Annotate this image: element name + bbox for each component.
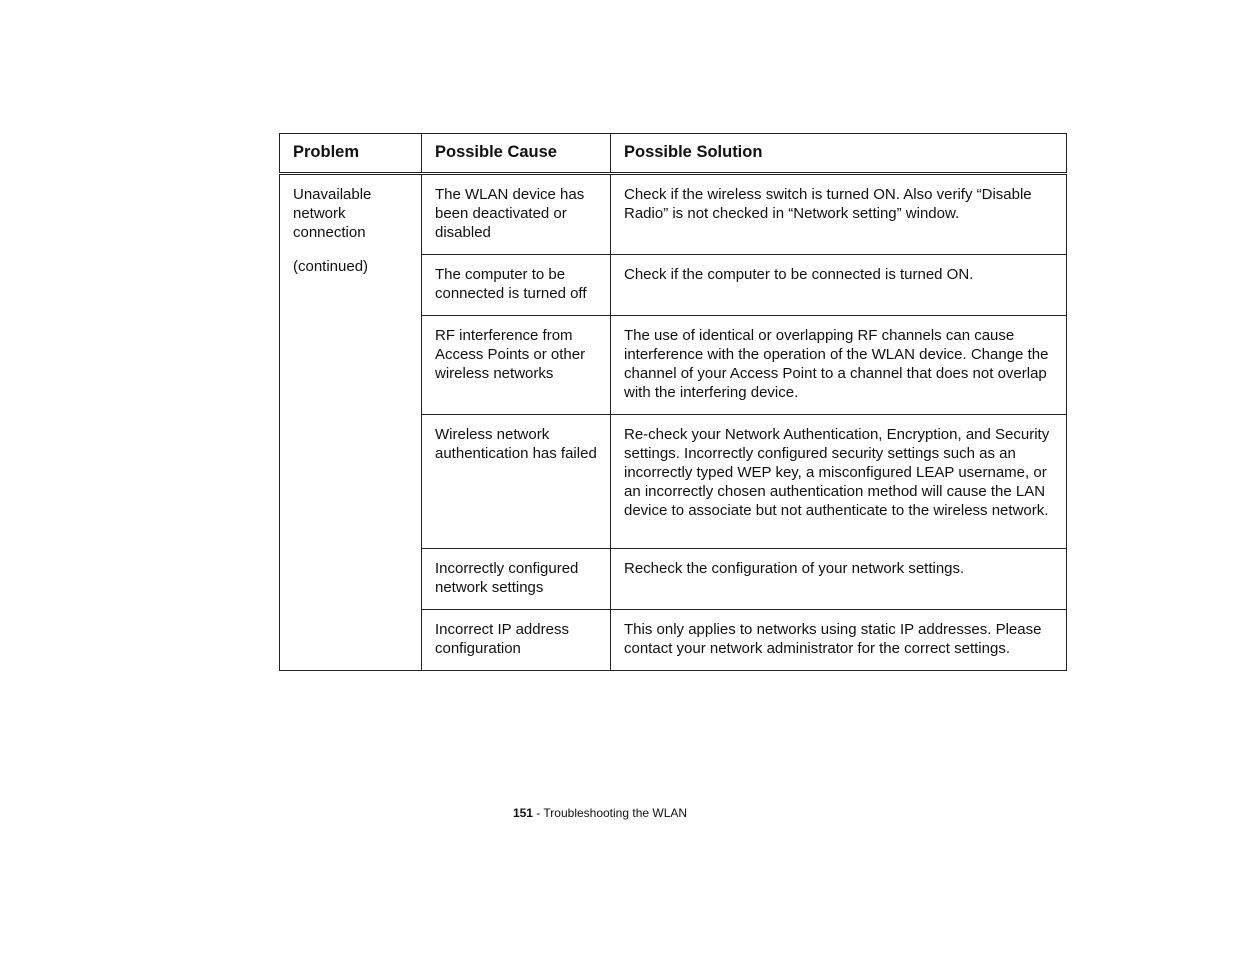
solution-cell: This only applies to networks using static IP addresses. Please contact your network administrator for the correct settings. xyxy=(611,610,1067,671)
header-possible-solution: Possible Solution xyxy=(611,134,1067,174)
solution-cell: The use of identical or overlapping RF channels can cause interference with the operation of the WLAN device. Change the channel of your Access Point to a channel that does not overlap with the interfering device. xyxy=(611,316,1067,415)
header-possible-cause: Possible Cause xyxy=(422,134,611,174)
table-row xyxy=(280,174,1067,255)
cause-cell: RF interference from Access Points or other wireless networks xyxy=(422,316,611,415)
footer-separator: - xyxy=(532,806,544,820)
footer-section-title: Troubleshooting the WLAN xyxy=(543,806,688,820)
cause-cell: Incorrect IP address configuration xyxy=(422,610,611,671)
solution-cell: Check if the computer to be connected is turned ON. xyxy=(611,255,1067,316)
solution-cell: Recheck the configuration of your network settings. xyxy=(611,549,1067,610)
cause-cell: Wireless network authentication has failed xyxy=(422,415,611,549)
troubleshooting-table xyxy=(279,133,1067,671)
page-number: 151 xyxy=(512,806,533,820)
cause-cell: Incorrectly configured network settings xyxy=(422,549,611,610)
cause-cell: The WLAN device has been deactivated or disabled xyxy=(422,174,611,255)
table-header-row xyxy=(280,134,1067,174)
cause-cell: The computer to be connected is turned off xyxy=(422,255,611,316)
problem-continued: (continued) xyxy=(293,258,369,275)
problem-cell xyxy=(280,174,422,671)
solution-cell: Re-check your Network Authentication, Encryption, and Security settings. Incorrectly configured security settings such as an incorrectly typed WEP key, a misconfigured LEAP username, or an incorrectly chosen authentication method will cause the LAN device to associate but not authenticate to the wireless network. xyxy=(611,415,1067,549)
header-problem: Problem xyxy=(280,134,422,174)
problem-text: Unavailable network connection xyxy=(293,186,372,241)
solution-cell: Check if the wireless switch is turned ON. Also verify “Disable Radio” is not checked in “Network setting” window. xyxy=(611,174,1067,255)
page-footer xyxy=(0,806,1200,820)
